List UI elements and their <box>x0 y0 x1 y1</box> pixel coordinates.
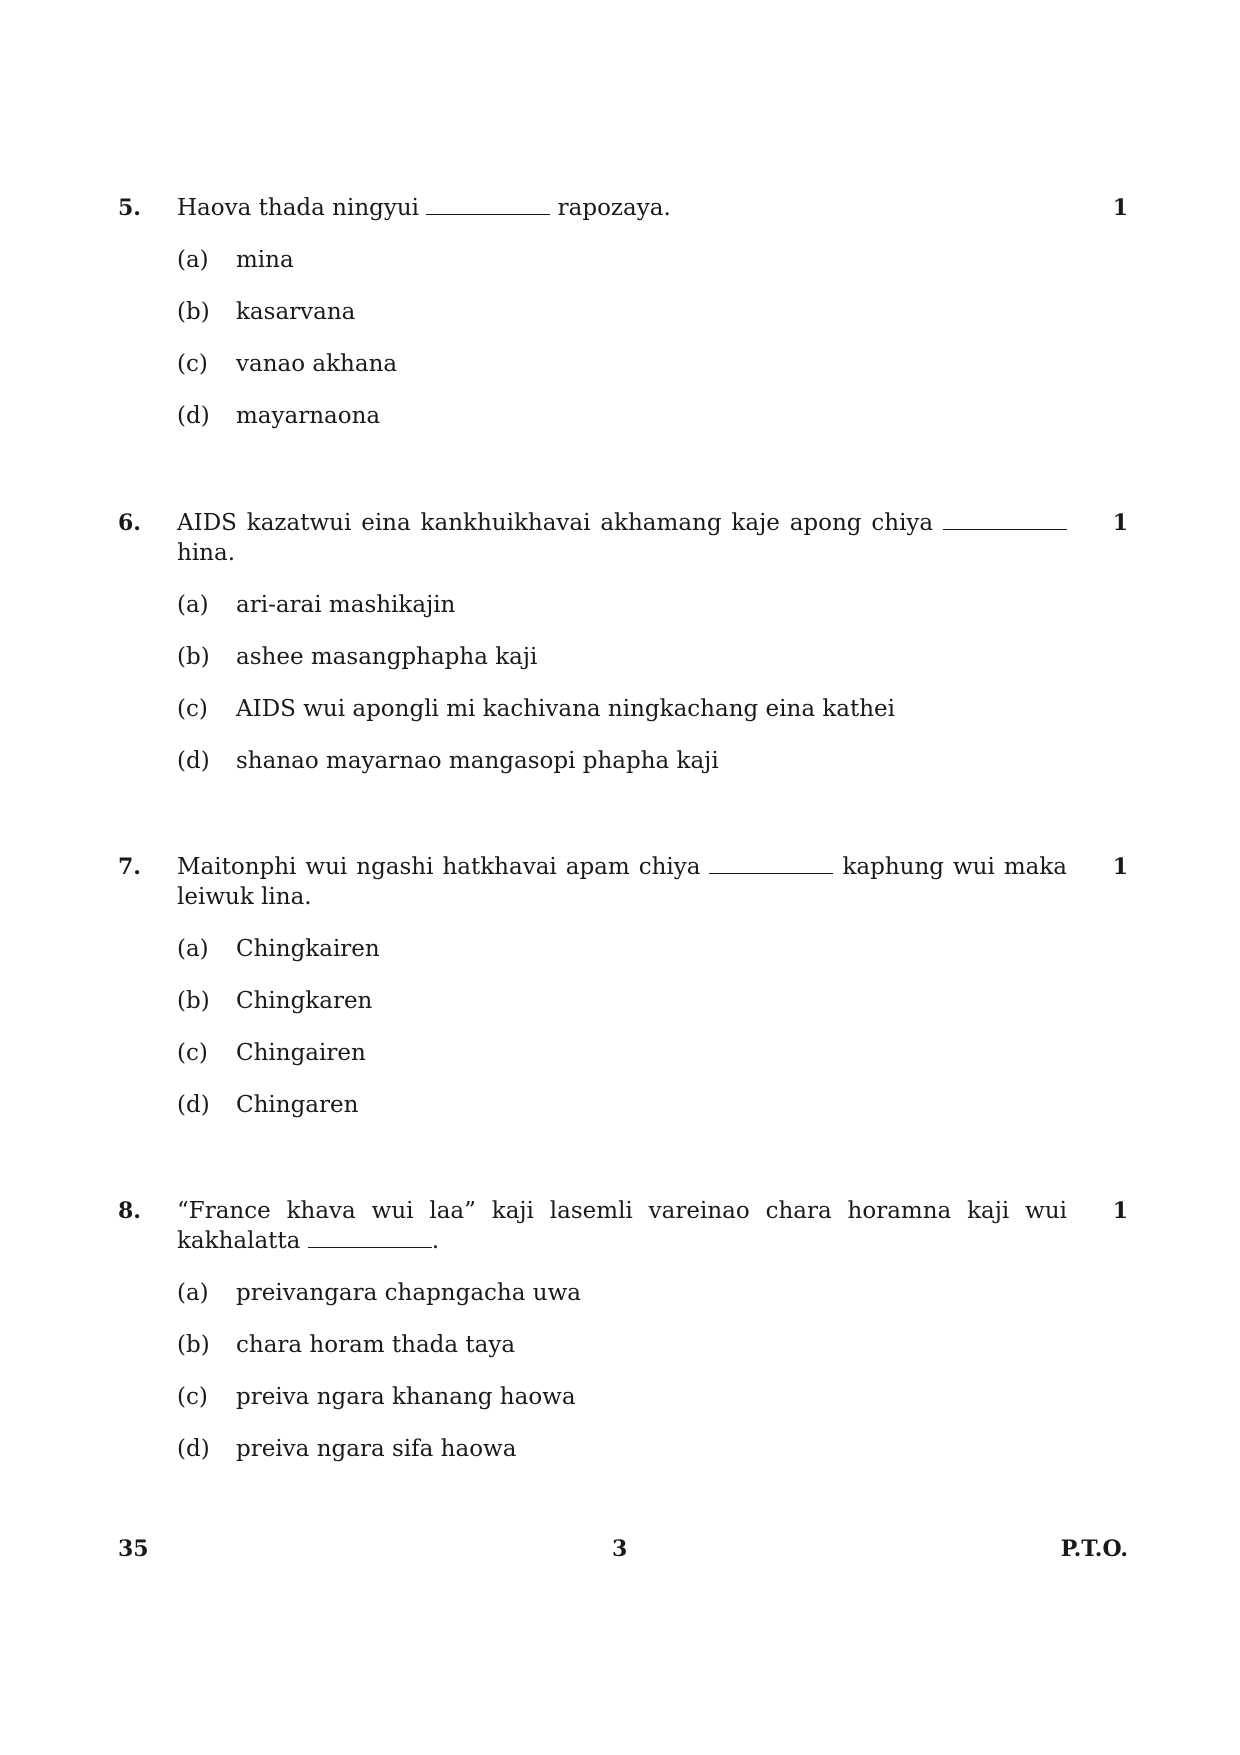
option-text: AIDS wui apongli mi kachivana ningkachang eina kathei <box>236 696 896 722</box>
option-c <box>177 349 1128 379</box>
question-text: Maitonphi wui ngashi hatkhavai apam chiya kaphung wui maka leiwuk lina. <box>177 854 1067 910</box>
option-text: preiva ngara sifa haowa <box>236 1436 517 1462</box>
question-number: 5. <box>118 195 141 221</box>
options-list <box>177 934 1128 1120</box>
option-text: Chingaren <box>236 1092 359 1118</box>
question-text: “France khava wui laa” kaji lasemli vareinao chara horamna kaji wui kakhalatta . <box>177 1198 1067 1254</box>
option-label: (b) <box>177 1332 210 1358</box>
question-number: 7. <box>118 854 141 880</box>
option-label: (d) <box>177 1436 210 1462</box>
option-label: (a) <box>177 247 209 273</box>
option-label: (d) <box>177 403 210 429</box>
option-text: vanao akhana <box>236 351 398 377</box>
question-8 <box>118 1196 1128 1486</box>
option-label: (c) <box>177 696 208 722</box>
option-label: (a) <box>177 936 209 962</box>
question-5 <box>118 193 1128 453</box>
question-marks: 1 <box>1112 1198 1128 1224</box>
options-list <box>177 1278 1128 1464</box>
page-footer <box>118 1532 1128 1566</box>
option-label: (c) <box>177 1040 208 1066</box>
option-d <box>177 746 1128 776</box>
question-6 <box>118 508 1128 798</box>
question-marks: 1 <box>1112 854 1128 880</box>
option-label: (a) <box>177 592 209 618</box>
option-a <box>177 1278 1128 1308</box>
option-label: (c) <box>177 351 208 377</box>
option-a <box>177 590 1128 620</box>
option-text: chara horam thada taya <box>236 1332 516 1358</box>
question-header <box>118 508 1128 568</box>
option-a <box>177 934 1128 964</box>
paper-code: 35 <box>118 1536 149 1562</box>
answer-blank <box>308 1227 432 1248</box>
option-a <box>177 245 1128 275</box>
option-label: (d) <box>177 1092 210 1118</box>
option-label: (c) <box>177 1384 208 1410</box>
option-text: mina <box>236 247 294 273</box>
question-7 <box>118 852 1128 1142</box>
option-label: (b) <box>177 988 210 1014</box>
option-text: Chingkaren <box>236 988 373 1014</box>
option-label: (a) <box>177 1280 209 1306</box>
page-number: 3 <box>612 1536 628 1562</box>
option-b <box>177 297 1128 327</box>
option-label: (b) <box>177 299 210 325</box>
answer-blank <box>709 853 833 874</box>
option-b <box>177 1330 1128 1360</box>
option-text: kasarvana <box>236 299 356 325</box>
question-number: 6. <box>118 510 141 536</box>
option-d <box>177 401 1128 431</box>
question-text: Haova thada ningyui rapozaya. <box>177 195 671 221</box>
question-number: 8. <box>118 1198 141 1224</box>
question-header <box>118 193 1128 223</box>
answer-blank <box>943 509 1067 530</box>
pto-label: P.T.O. <box>1060 1536 1128 1562</box>
question-header <box>118 852 1128 912</box>
option-text: preivangara chapngacha uwa <box>236 1280 581 1306</box>
question-marks: 1 <box>1112 510 1128 536</box>
option-label: (d) <box>177 748 210 774</box>
option-text: Chingkairen <box>236 936 380 962</box>
option-b <box>177 642 1128 672</box>
answer-blank <box>426 194 550 215</box>
option-c <box>177 1382 1128 1412</box>
option-text: ari-arai mashikajin <box>236 592 456 618</box>
option-text: shanao mayarnao mangasopi phapha kaji <box>236 748 719 774</box>
option-c <box>177 694 1128 724</box>
option-text: ashee masangphapha kaji <box>236 644 538 670</box>
option-b <box>177 986 1128 1016</box>
options-list <box>177 590 1128 776</box>
options-list <box>177 245 1128 431</box>
option-text: Chingairen <box>236 1040 366 1066</box>
option-d <box>177 1434 1128 1464</box>
option-d <box>177 1090 1128 1120</box>
option-text: mayarnaona <box>236 403 381 429</box>
option-c <box>177 1038 1128 1068</box>
question-marks: 1 <box>1112 195 1128 221</box>
option-label: (b) <box>177 644 210 670</box>
option-text: preiva ngara khanang haowa <box>236 1384 576 1410</box>
question-header <box>118 1196 1128 1256</box>
question-text: AIDS kazatwui eina kankhuikhavai akhamang kaje apong chiya hina. <box>177 508 1067 568</box>
